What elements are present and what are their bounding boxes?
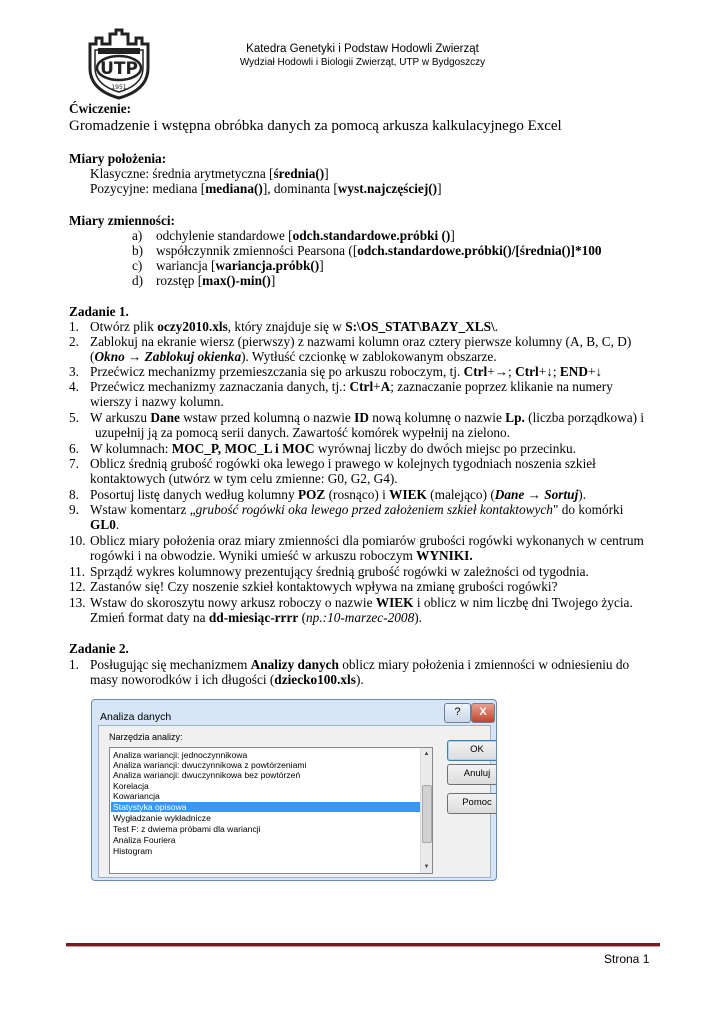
- text: wyrównaj liczby do dwóch miejsc po przecinku.: [314, 441, 576, 456]
- item-number: 11.: [69, 564, 86, 579]
- key: END: [559, 364, 588, 379]
- svg-text:UTP: UTP: [100, 59, 138, 79]
- position-classic: [90, 166, 329, 182]
- sheet-name: WYNIKI.: [416, 548, 473, 563]
- task1-item-7-cont: kontaktowych (utwórz w tym celu zmienne: G0, G2, G4).: [90, 471, 398, 486]
- text: Zastanów się! Czy noszenie szkieł kontaktowych wpływa na zmianę grubości rogówki?: [90, 579, 558, 594]
- text: ]: [450, 228, 455, 243]
- text: +→;: [487, 364, 516, 379]
- task1-item-10-cont: [90, 548, 473, 564]
- column-name: Lp.: [505, 410, 525, 425]
- text: Zmień format daty na: [90, 610, 209, 625]
- item-number: 1.: [69, 657, 79, 672]
- task2-heading: Zadanie 2.: [69, 641, 129, 656]
- text: (rosnąco) i: [325, 487, 390, 502]
- task2-item-1: [69, 657, 629, 673]
- list-item[interactable]: Analiza Fouriera: [113, 835, 176, 845]
- item-letter: b): [132, 243, 144, 258]
- position-heading: Miary położenia:: [69, 151, 167, 166]
- text: wstaw przed kolumną o nazwie: [179, 410, 355, 425]
- item-letter: c): [132, 258, 143, 273]
- text: wariancja [: [156, 258, 216, 273]
- task1-item-4-cont: wierszy i nazwy kolumn.: [90, 394, 224, 409]
- text: ).: [414, 610, 422, 625]
- task1-item-2: [69, 334, 631, 350]
- task1-item-13: [69, 595, 633, 611]
- scroll-down-icon[interactable]: ▼: [423, 864, 430, 870]
- text: (: [90, 349, 95, 364]
- task1-item-12: [69, 579, 557, 595]
- sheet-name: WIEK: [375, 595, 414, 610]
- position-positional: [90, 181, 442, 197]
- page-number: Strona 1: [604, 952, 650, 966]
- key: Ctrl: [463, 364, 488, 379]
- comment-text: grubość rogówki oka lewego przed założeniem szkieł kontaktowych: [195, 502, 553, 517]
- text: ]: [324, 166, 329, 181]
- column-name: POZ: [297, 487, 326, 502]
- exercise-label: Ćwiczenie:: [69, 101, 132, 116]
- text: ). Wytłuść czcionkę w zablokowanym obszarze.: [241, 349, 497, 364]
- text: nową kolumnę o nazwie: [368, 410, 506, 425]
- item-number: 5.: [69, 410, 79, 425]
- text: +↓;: [538, 364, 560, 379]
- text: ).: [578, 487, 587, 502]
- fn: max()-min(): [202, 273, 271, 288]
- date-format: dd-miesiąc-rrrr: [208, 610, 299, 625]
- text: (malejąco) (: [426, 487, 495, 502]
- text: Wstaw komentarz „: [90, 502, 196, 517]
- text: Wstaw do skoroszytu nowy arkusz roboczy o nazwie: [90, 595, 376, 610]
- task1-item-10: [69, 533, 644, 549]
- list-item[interactable]: Analiza wariancji: jednoczynnikowa: [113, 750, 248, 760]
- list-item[interactable]: Test F: z dwiema próbami dla wariancji: [113, 824, 261, 834]
- analysis-tools-list[interactable]: [109, 747, 433, 874]
- svg-text:1951: 1951: [111, 84, 127, 91]
- text: ).: [355, 672, 364, 687]
- date-example: np.:10-marzec-2008: [306, 610, 415, 625]
- text: Oblicz miary położenia oraz miary zmienności dla pomiarów grubości rogówki wykonanych w centrum: [90, 533, 644, 548]
- text: (: [298, 610, 307, 625]
- path: S:\OS_STAT\BAZY_XLS\: [345, 319, 495, 334]
- list-item[interactable]: Analiza wariancji: dwuczynnikowa bez powtórzeń: [113, 770, 301, 780]
- text: (liczba porządkowa) i: [524, 410, 645, 425]
- column-names: MOC_P, MOC_L i MOC: [171, 441, 315, 456]
- text: oblicz miary położenia i zmienności w odniesieniu do: [338, 657, 630, 672]
- close-button[interactable]: X: [471, 703, 495, 723]
- menu-path: Dane → Sortuj: [494, 487, 579, 502]
- task1-item-9: [69, 502, 623, 518]
- list-item-selected[interactable]: Statystyka opisowa: [111, 802, 421, 812]
- text: ; zaznaczanie poprzez klikanie na numery: [390, 379, 613, 394]
- task1-item-6: [69, 441, 576, 457]
- item-number: 8.: [69, 487, 79, 502]
- text: +: [373, 379, 381, 394]
- text: .: [494, 319, 499, 334]
- item-number: 1.: [69, 319, 79, 334]
- header-department: Katedra Genetyki i Podstaw Hodowli Zwierząt: [246, 43, 479, 55]
- filename: dziecko100.xls: [274, 672, 356, 687]
- item-number: 10.: [69, 533, 86, 548]
- text: Pozycyjne: mediana [: [90, 181, 206, 196]
- text: W kolumnach:: [90, 441, 172, 456]
- variability-heading: Miary zmienności:: [69, 213, 175, 228]
- dialog-body: [98, 725, 491, 878]
- fn: odch.standardowe.próbki (): [292, 228, 451, 243]
- fn-dominanta: wyst.najczęściej(): [337, 181, 438, 196]
- item-number: 3.: [69, 364, 79, 379]
- item-number: 12.: [69, 579, 86, 594]
- column-name: ID: [354, 410, 369, 425]
- text: Posługując się mechanizmem: [90, 657, 251, 672]
- text: współczynnik zmienności Pearsona ([: [156, 243, 358, 258]
- task1-item-7: [69, 456, 596, 472]
- text: Zablokuj na ekranie wiersz (pierwszy) z nazwami kolumn oraz cztery pierwsze kolumny (A, B, C, D): [90, 334, 632, 349]
- text: rozstęp [: [156, 273, 203, 288]
- key: A: [380, 379, 391, 394]
- item-number: 13.: [69, 595, 86, 610]
- task1-item-4: [69, 379, 613, 395]
- task1-item-1: [69, 319, 498, 335]
- variability-item-c: [132, 258, 324, 274]
- text: Otwórz plik: [90, 319, 158, 334]
- dialog-title: Analiza danych: [100, 711, 172, 723]
- variability-item-d: [132, 273, 275, 289]
- item-number: 9.: [69, 502, 79, 517]
- help-button[interactable]: ?: [444, 703, 471, 723]
- help-text-button[interactable]: Pomoc: [447, 793, 497, 814]
- list-item[interactable]: Histogram: [113, 846, 153, 856]
- item-number: 4.: [69, 379, 79, 394]
- text: ]: [270, 273, 276, 288]
- item-letter: d): [132, 273, 144, 288]
- text: , który znajduje się w: [227, 319, 346, 334]
- key: Ctrl: [515, 364, 539, 379]
- variability-item-b: [132, 243, 602, 259]
- text: ]: [319, 258, 324, 273]
- task1-item-5: [69, 410, 644, 426]
- text: odchylenie standardowe [: [156, 228, 293, 243]
- item-number: 7.: [69, 456, 79, 471]
- cell-ref: GL0: [90, 517, 116, 532]
- list-scrollbar[interactable]: [420, 748, 432, 873]
- list-item[interactable]: Analiza wariancji: dwuczynnikowa z powtórzeniami: [113, 760, 307, 770]
- fn: odch.standardowe.próbki()/[średnia()]*100: [357, 243, 602, 258]
- text: ], dominanta [: [262, 181, 338, 196]
- ok-button[interactable]: OK: [447, 740, 497, 761]
- task1-item-13-cont: [90, 610, 422, 626]
- footer-rule: [66, 943, 660, 947]
- item-number: 6.: [69, 441, 79, 456]
- item-letter: a): [132, 228, 143, 243]
- text: Przećwicz mechanizmy zaznaczania danych, tj.:: [90, 379, 350, 394]
- item-number: 2.: [69, 334, 79, 349]
- text: W arkuszu: [90, 410, 151, 425]
- tool-name: Analizy danych: [250, 657, 339, 672]
- list-item[interactable]: Kowariancja: [113, 791, 160, 801]
- list-item[interactable]: Wygładzanie wykładnicze: [113, 813, 211, 823]
- list-item[interactable]: Korelacja: [113, 781, 149, 791]
- text: Klasyczne: średnia arytmetyczna [: [90, 166, 274, 181]
- sheet-name: Dane: [150, 410, 180, 425]
- task1-item-5-cont: uzupełnij ją za pomocą serii danych. Zawartość komórek wypełnij na zielono.: [95, 425, 511, 440]
- fn-srednia: średnia(): [273, 166, 325, 181]
- header-faculty: Wydział Hodowli i Biologii Zwierząt, UTP w Bydgoszczy: [239, 57, 486, 68]
- key: Ctrl: [349, 379, 374, 394]
- column-name: WIEK: [389, 487, 427, 502]
- scroll-thumb[interactable]: [422, 785, 432, 843]
- task1-item-2-cont: [90, 349, 497, 365]
- text: i oblicz w nim liczbę dni Twojego życia.: [413, 595, 633, 610]
- text: +↓: [587, 364, 603, 379]
- fn: wariancja.próbk(): [215, 258, 320, 273]
- text: Posortuj listę danych według kolumny: [90, 487, 298, 502]
- task2-item-1-cont: [90, 672, 364, 688]
- analysis-dialog: [91, 699, 497, 881]
- text: .: [115, 517, 120, 532]
- text: Sprządź wykres kolumnowy prezentujący średnią grubość rogówki w zależności od tygodnia.: [90, 564, 589, 579]
- fn-mediana: mediana(): [205, 181, 263, 196]
- task1-item-3: [69, 364, 602, 380]
- exercise-title: Gromadzenie i wstępna obróbka danych za pomocą arkusza kalkulacyjnego Excel: [69, 118, 562, 134]
- cancel-button[interactable]: Anuluj: [447, 764, 497, 785]
- text: masy noworodków i ich długości (: [90, 672, 275, 687]
- text: " do komórki: [552, 502, 624, 517]
- variability-item-a: [132, 228, 455, 244]
- menu-path: Okno → Zablokuj okienka: [94, 349, 242, 364]
- task1-heading: Zadanie 1.: [69, 304, 129, 319]
- task1-item-8: [69, 487, 586, 503]
- text: Przećwicz mechanizmy przemieszczania się po arkuszu roboczym, tj.: [90, 364, 464, 379]
- task1-item-9-cont: [90, 517, 119, 533]
- text: Oblicz średnią grubość rogówki oka lewego i prawego w kolejnych tygodniach noszenia szkieł: [90, 456, 596, 471]
- task1-item-11: [69, 564, 589, 580]
- text: ]: [437, 181, 442, 196]
- text: rogówki i na obwodzie. Wyniki umieść w arkuszu roboczym: [90, 548, 417, 563]
- tools-label: Narzędzia analizy:: [109, 732, 183, 742]
- scroll-up-icon[interactable]: ▲: [423, 751, 430, 757]
- filename: oczy2010.xls: [157, 319, 228, 334]
